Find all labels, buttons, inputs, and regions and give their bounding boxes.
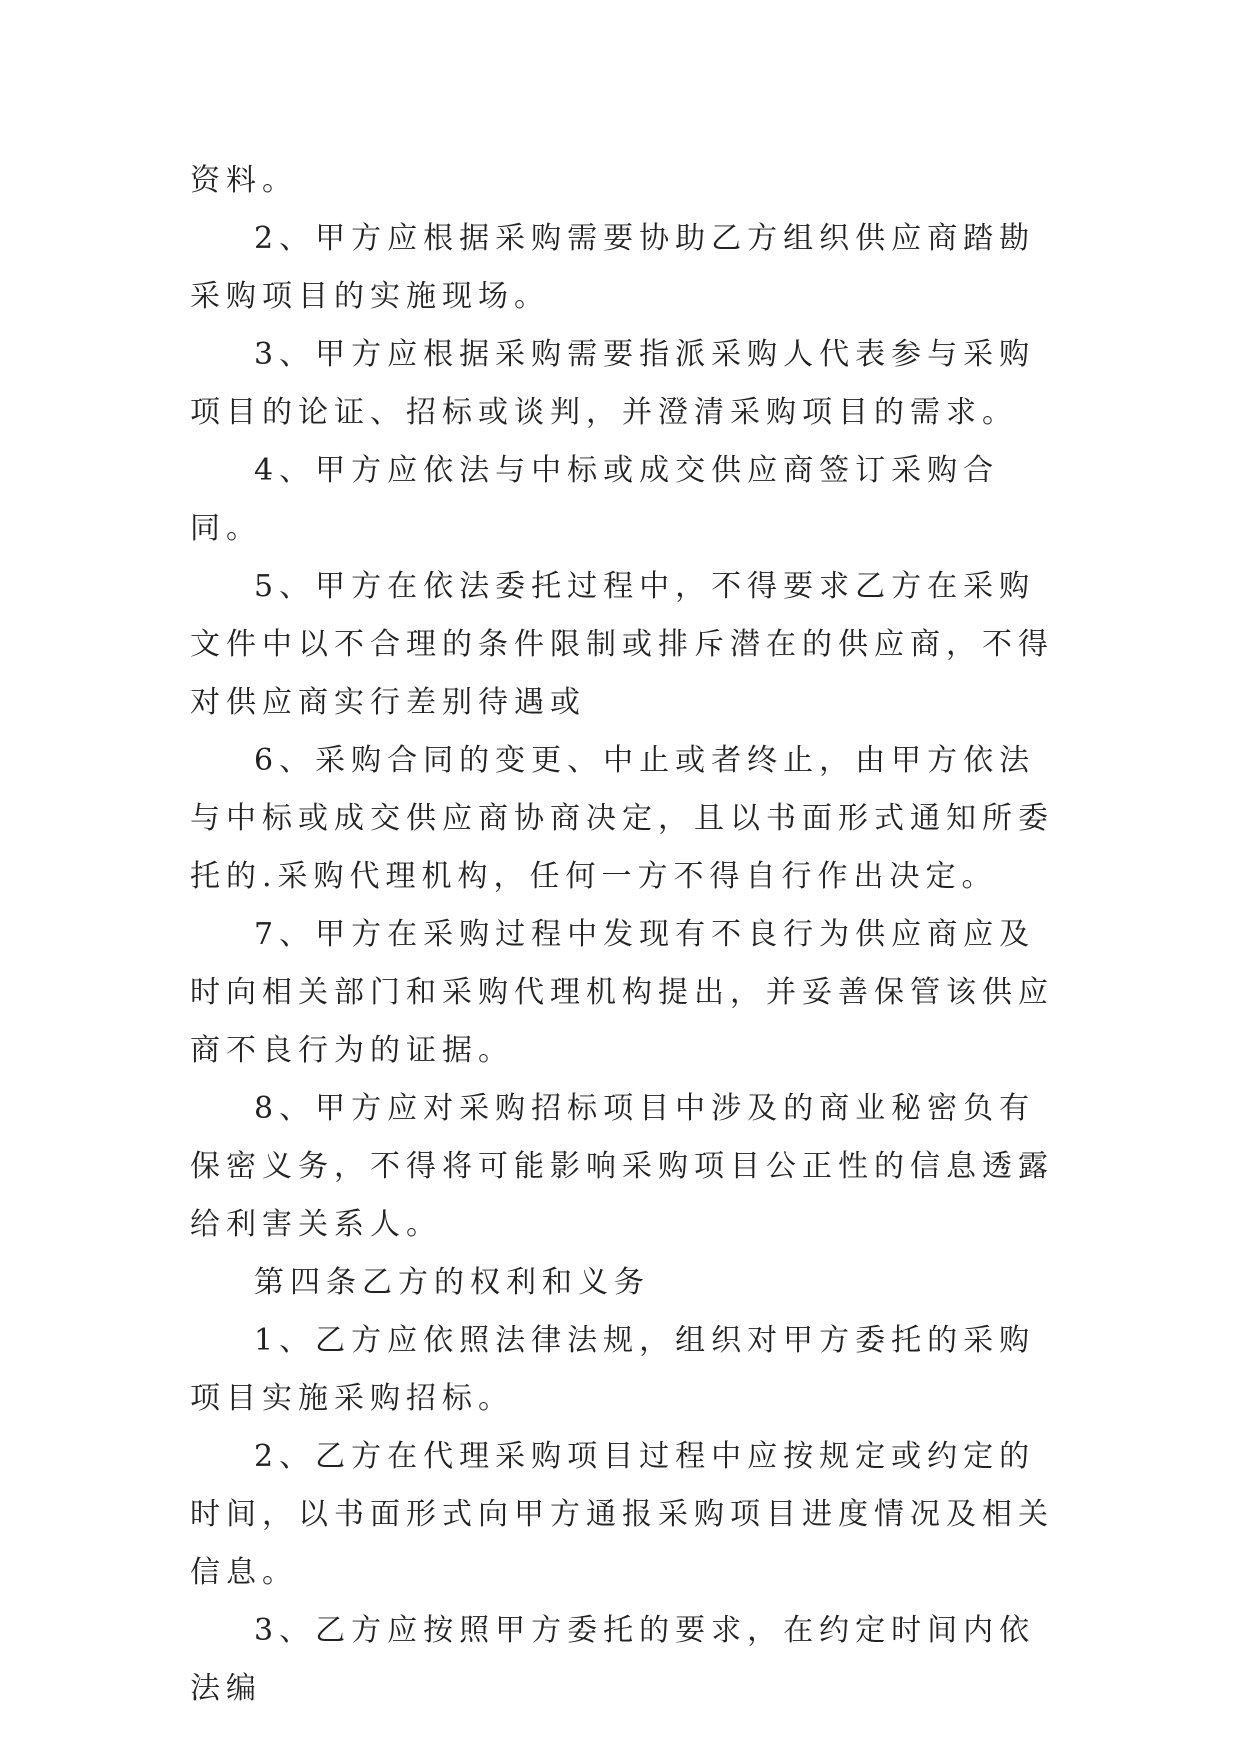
paragraph-clause-4-3: 3、乙方应按照甲方委托的要求，在约定时间内依法编 xyxy=(190,1613,1036,1706)
paragraph-clause-3-5: 5、甲方在依法委托过程中，不得要求乙方在采购文件中以不合理的条件限制或排斥潜在的供应商，不得对供应商实行差别待遇或 xyxy=(190,569,1054,720)
section-heading-article-4: 第四条乙方的权利和义务 xyxy=(254,1265,650,1300)
paragraph-clause-3-6: 6、采购合同的变更、中止或者终止，由甲方依法与中标或成交供应商协商决定，且以书面形式通知所委托的.采购代理机构，任何一方不得自行作出决定。 xyxy=(190,743,1054,894)
paragraph-clause-4-1: 1、乙方应依照法律法规，组织对甲方委托的采购项目实施采购招标。 xyxy=(190,1323,1036,1416)
paragraph-clause-3-7: 7、甲方在采购过程中发现有不良行为供应商应及时向相关部门和采购代理机构提出，并妥善保管该供应商不良行为的证据。 xyxy=(190,917,1054,1068)
paragraph-clause-3-2: 2、甲方应根据采购需要协助乙方组织供应商踏勘采购项目的实施现场。 xyxy=(190,221,1036,314)
paragraph-clause-4-2: 2、乙方在代理采购项目过程中应按规定或约定的时间，以书面形式向甲方通报采购项目进度情况及相关信息。 xyxy=(190,1439,1054,1590)
paragraph-continuation: 资料。 xyxy=(190,163,298,198)
paragraph-clause-3-4: 4、甲方应依法与中标或成交供应商签订采购合同。 xyxy=(190,453,1000,546)
paragraph-clause-3-8: 8、甲方应对采购招标项目中涉及的商业秘密负有保密义务，不得将可能影响采购项目公正性的信息透露给利害关系人。 xyxy=(190,1091,1054,1242)
paragraph-clause-3-3: 3、甲方应根据采购需要指派采购人代表参与采购项目的论证、招标或谈判，并澄清采购项目的需求。 xyxy=(190,337,1036,430)
document-body xyxy=(190,152,1060,1718)
